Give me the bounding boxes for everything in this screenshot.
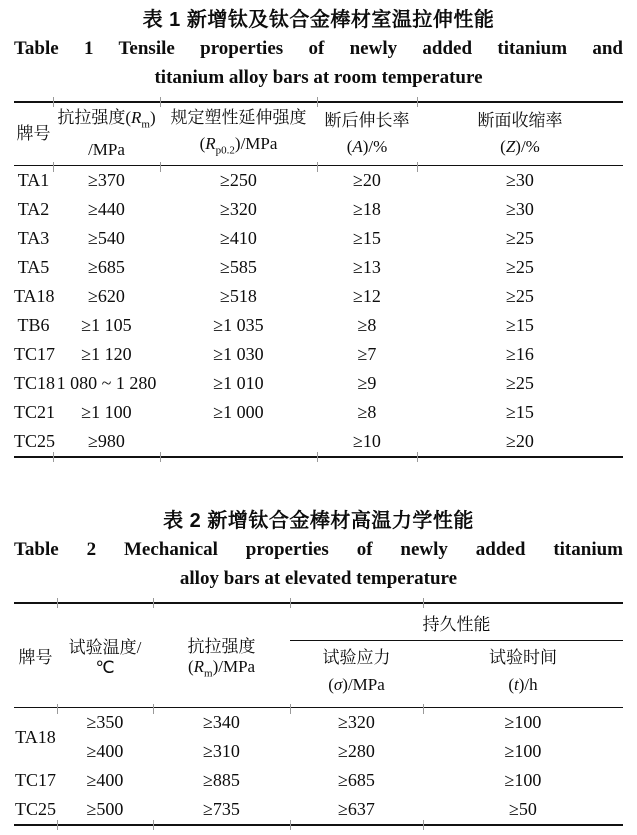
- header-tensile-strength: [53, 102, 160, 166]
- symbol-sigma: σ: [333, 675, 343, 694]
- header-unit: )/%: [515, 137, 540, 156]
- value-cell: ≥620: [88, 286, 125, 306]
- table-row: [14, 369, 623, 398]
- table-row: [14, 340, 623, 369]
- value-cell: ≥10: [353, 431, 381, 451]
- value-cell: ≥540: [88, 228, 125, 248]
- value-cell: ≥100: [504, 712, 542, 732]
- grade-cell: TC21: [14, 402, 56, 422]
- table2-title-zh: 表 2 新增钛合金棒材高温力学性能: [163, 510, 474, 532]
- value-cell: ≥370: [88, 170, 125, 190]
- header-text: 断面收缩率: [477, 111, 563, 130]
- value-cell: ≥30: [506, 199, 534, 219]
- header-text: ): [149, 107, 156, 127]
- grade-cell: TA5: [17, 257, 50, 277]
- value-cell: ≥15: [506, 315, 534, 335]
- column-boundary-tick: [317, 97, 318, 107]
- symbol-R: R: [205, 133, 216, 153]
- column-boundary-tick: [417, 97, 418, 107]
- header-text: (: [199, 133, 206, 153]
- table-row: [14, 311, 623, 340]
- table-row: [14, 224, 623, 253]
- value-cell: ≥400: [86, 770, 124, 790]
- header-text: (: [328, 675, 334, 694]
- header-text: 试验时间: [489, 648, 557, 667]
- value-cell: [160, 427, 317, 457]
- grade-cell: TC25: [14, 431, 56, 451]
- grade-cell: TC25: [14, 799, 56, 819]
- column-boundary-tick: [290, 820, 291, 830]
- table-row: [14, 253, 623, 282]
- value-cell: ≥350: [86, 712, 124, 732]
- header-unit: ℃: [95, 658, 115, 677]
- value-cell: 1 080 ~ 1 280: [56, 373, 157, 393]
- value-cell: ≥25: [506, 286, 534, 306]
- header-text: 试验温度/: [68, 638, 142, 657]
- value-cell: ≥15: [506, 402, 534, 422]
- column-boundary-tick: [317, 452, 318, 462]
- table-row: [14, 708, 623, 738]
- grade-cell: TA3: [17, 228, 50, 248]
- column-boundary-tick: [290, 704, 291, 714]
- header-text: 试验应力: [322, 648, 391, 667]
- column-boundary-tick: [53, 452, 54, 462]
- value-cell: ≥9: [357, 373, 377, 393]
- column-boundary-tick: [160, 162, 161, 172]
- symbol-R: R: [131, 107, 142, 127]
- table1-wrapper: [14, 101, 623, 458]
- column-boundary-tick: [160, 97, 161, 107]
- value-cell: ≥320: [338, 712, 375, 732]
- value-cell: ≥1 030: [213, 344, 264, 364]
- value-cell: ≥310: [203, 741, 240, 761]
- header-unit: )/MPa: [342, 675, 385, 694]
- header-text: 断后伸长率: [324, 111, 410, 130]
- value-cell: ≥1 035: [213, 315, 264, 335]
- table-row: [14, 766, 623, 795]
- column-boundary-tick: [57, 598, 58, 608]
- header-reduction-of-area: [417, 102, 623, 166]
- column-boundary-tick: [423, 598, 424, 608]
- subscript-m: m: [204, 667, 213, 680]
- value-cell: ≥685: [338, 770, 375, 790]
- grade-cell: TC17: [14, 770, 56, 790]
- header-text: 抗拉强度(: [57, 107, 132, 127]
- section-gap: [14, 458, 623, 505]
- value-cell: ≥1 010: [213, 373, 264, 393]
- value-cell: ≥100: [504, 770, 542, 790]
- header-text: (: [508, 675, 515, 694]
- value-cell: ≥735: [203, 799, 240, 819]
- value-cell: ≥885: [203, 770, 240, 790]
- table-row: [14, 795, 623, 825]
- value-cell: ≥20: [353, 170, 381, 190]
- column-boundary-tick: [57, 704, 58, 714]
- table2-title-en: [14, 535, 623, 593]
- table1-title-en-line1: Table 1 Tensile properties of newly added titanium and: [14, 38, 623, 59]
- table2: [14, 602, 623, 826]
- value-cell: ≥585: [220, 257, 257, 277]
- value-cell: ≥25: [506, 228, 534, 248]
- column-boundary-tick: [290, 598, 291, 608]
- header-unit: /MPa: [88, 140, 125, 160]
- value-cell: ≥8: [357, 402, 377, 422]
- header-test-temperature: [57, 603, 153, 708]
- value-cell: ≥1 120: [81, 344, 132, 364]
- symbol-A: A: [352, 137, 363, 156]
- value-cell: ≥340: [203, 712, 240, 732]
- value-cell: ≥15: [353, 228, 381, 248]
- value-cell: ≥16: [506, 344, 534, 364]
- table1-section: [14, 6, 623, 458]
- value-cell: ≥518: [220, 286, 257, 306]
- value-cell: ≥637: [338, 799, 375, 819]
- value-cell: ≥12: [353, 286, 381, 306]
- table1-title-en: [14, 34, 623, 92]
- table-row: [14, 195, 623, 224]
- header-text: (: [187, 656, 194, 676]
- header-tensile-strength: [153, 603, 290, 708]
- header-unit: )/h: [518, 675, 538, 694]
- symbol-R: R: [193, 656, 204, 676]
- header-proof-strength: [160, 102, 317, 166]
- column-boundary-tick: [423, 704, 424, 714]
- column-boundary-tick: [153, 820, 154, 830]
- symbol-Z: Z: [505, 137, 516, 156]
- value-cell: ≥400: [86, 741, 124, 761]
- table1-title-en-line2: titanium alloy bars at room temperature: [154, 67, 483, 88]
- column-boundary-tick: [160, 452, 161, 462]
- column-boundary-tick: [53, 162, 54, 172]
- table1-header-row: [14, 102, 623, 166]
- value-cell: ≥18: [353, 199, 381, 219]
- header-test-time: [423, 641, 623, 708]
- value-cell: ≥30: [506, 170, 534, 190]
- header-text: (: [500, 137, 506, 156]
- column-boundary-tick: [153, 704, 154, 714]
- value-cell: ≥320: [220, 199, 257, 219]
- subscript-p02: p0.2: [215, 144, 235, 157]
- header-grade: 牌号: [18, 648, 53, 667]
- grade-cell: TA2: [17, 199, 50, 219]
- value-cell: ≥1 000: [213, 402, 264, 422]
- table2-header-row1: [14, 603, 623, 641]
- table2-wrapper: [14, 602, 623, 826]
- table-row: [14, 737, 623, 766]
- value-cell: ≥20: [506, 431, 534, 451]
- table-row: [14, 282, 623, 311]
- table1: [14, 101, 623, 458]
- table-row: [14, 398, 623, 427]
- value-cell: ≥25: [506, 257, 534, 277]
- table2-title-en-line1: Table 2 Mechanical properties of newly added titanium: [14, 539, 623, 560]
- column-boundary-tick: [423, 820, 424, 830]
- table-row: [14, 166, 623, 196]
- value-cell: ≥1 105: [81, 315, 132, 335]
- value-cell: ≥13: [353, 257, 381, 277]
- grade-cell: TC18: [14, 373, 56, 393]
- column-boundary-tick: [417, 452, 418, 462]
- header-grade: 牌号: [16, 124, 51, 143]
- value-cell: ≥410: [220, 228, 257, 248]
- grade-cell: TB6: [17, 315, 50, 335]
- column-boundary-tick: [153, 598, 154, 608]
- value-cell: ≥250: [220, 170, 257, 190]
- table-row: [14, 427, 623, 457]
- header-unit: )/MPa: [212, 656, 256, 676]
- header-unit: )/MPa: [234, 133, 278, 153]
- column-boundary-tick: [53, 97, 54, 107]
- header-unit: )/%: [362, 137, 388, 156]
- value-cell: ≥25: [506, 373, 534, 393]
- symbol-t: t: [514, 675, 519, 694]
- header-test-stress: [290, 641, 423, 708]
- value-cell: ≥8: [357, 315, 377, 335]
- value-cell: ≥685: [88, 257, 125, 277]
- value-cell: ≥500: [86, 799, 124, 819]
- table2-title-en-line2: alloy bars at elevated temperature: [179, 568, 458, 589]
- header-endurance-group: 持久性能: [290, 603, 623, 641]
- column-boundary-tick: [417, 162, 418, 172]
- grade-cell: TA18: [15, 726, 56, 747]
- header-text: 抗拉强度: [187, 636, 256, 656]
- subscript-m: m: [141, 118, 150, 131]
- value-cell: ≥440: [88, 199, 125, 219]
- grade-cell: TA1: [17, 170, 50, 190]
- value-cell: ≥980: [88, 431, 125, 451]
- value-cell: ≥7: [357, 344, 377, 364]
- table1-title-zh: 表 1 新增钛及钛合金棒材室温拉伸性能: [142, 9, 495, 31]
- header-elongation: [317, 102, 417, 166]
- grade-cell: TA18: [14, 286, 55, 306]
- column-boundary-tick: [57, 820, 58, 830]
- value-cell: ≥1 100: [81, 402, 132, 422]
- table2-section: [14, 507, 623, 826]
- header-text: (: [346, 137, 353, 156]
- value-cell: ≥100: [504, 741, 542, 761]
- column-boundary-tick: [317, 162, 318, 172]
- header-text: 规定塑性延伸强度: [170, 107, 307, 127]
- grade-cell: TC17: [14, 344, 56, 364]
- value-cell: ≥280: [338, 741, 375, 761]
- value-cell: ≥50: [509, 799, 537, 819]
